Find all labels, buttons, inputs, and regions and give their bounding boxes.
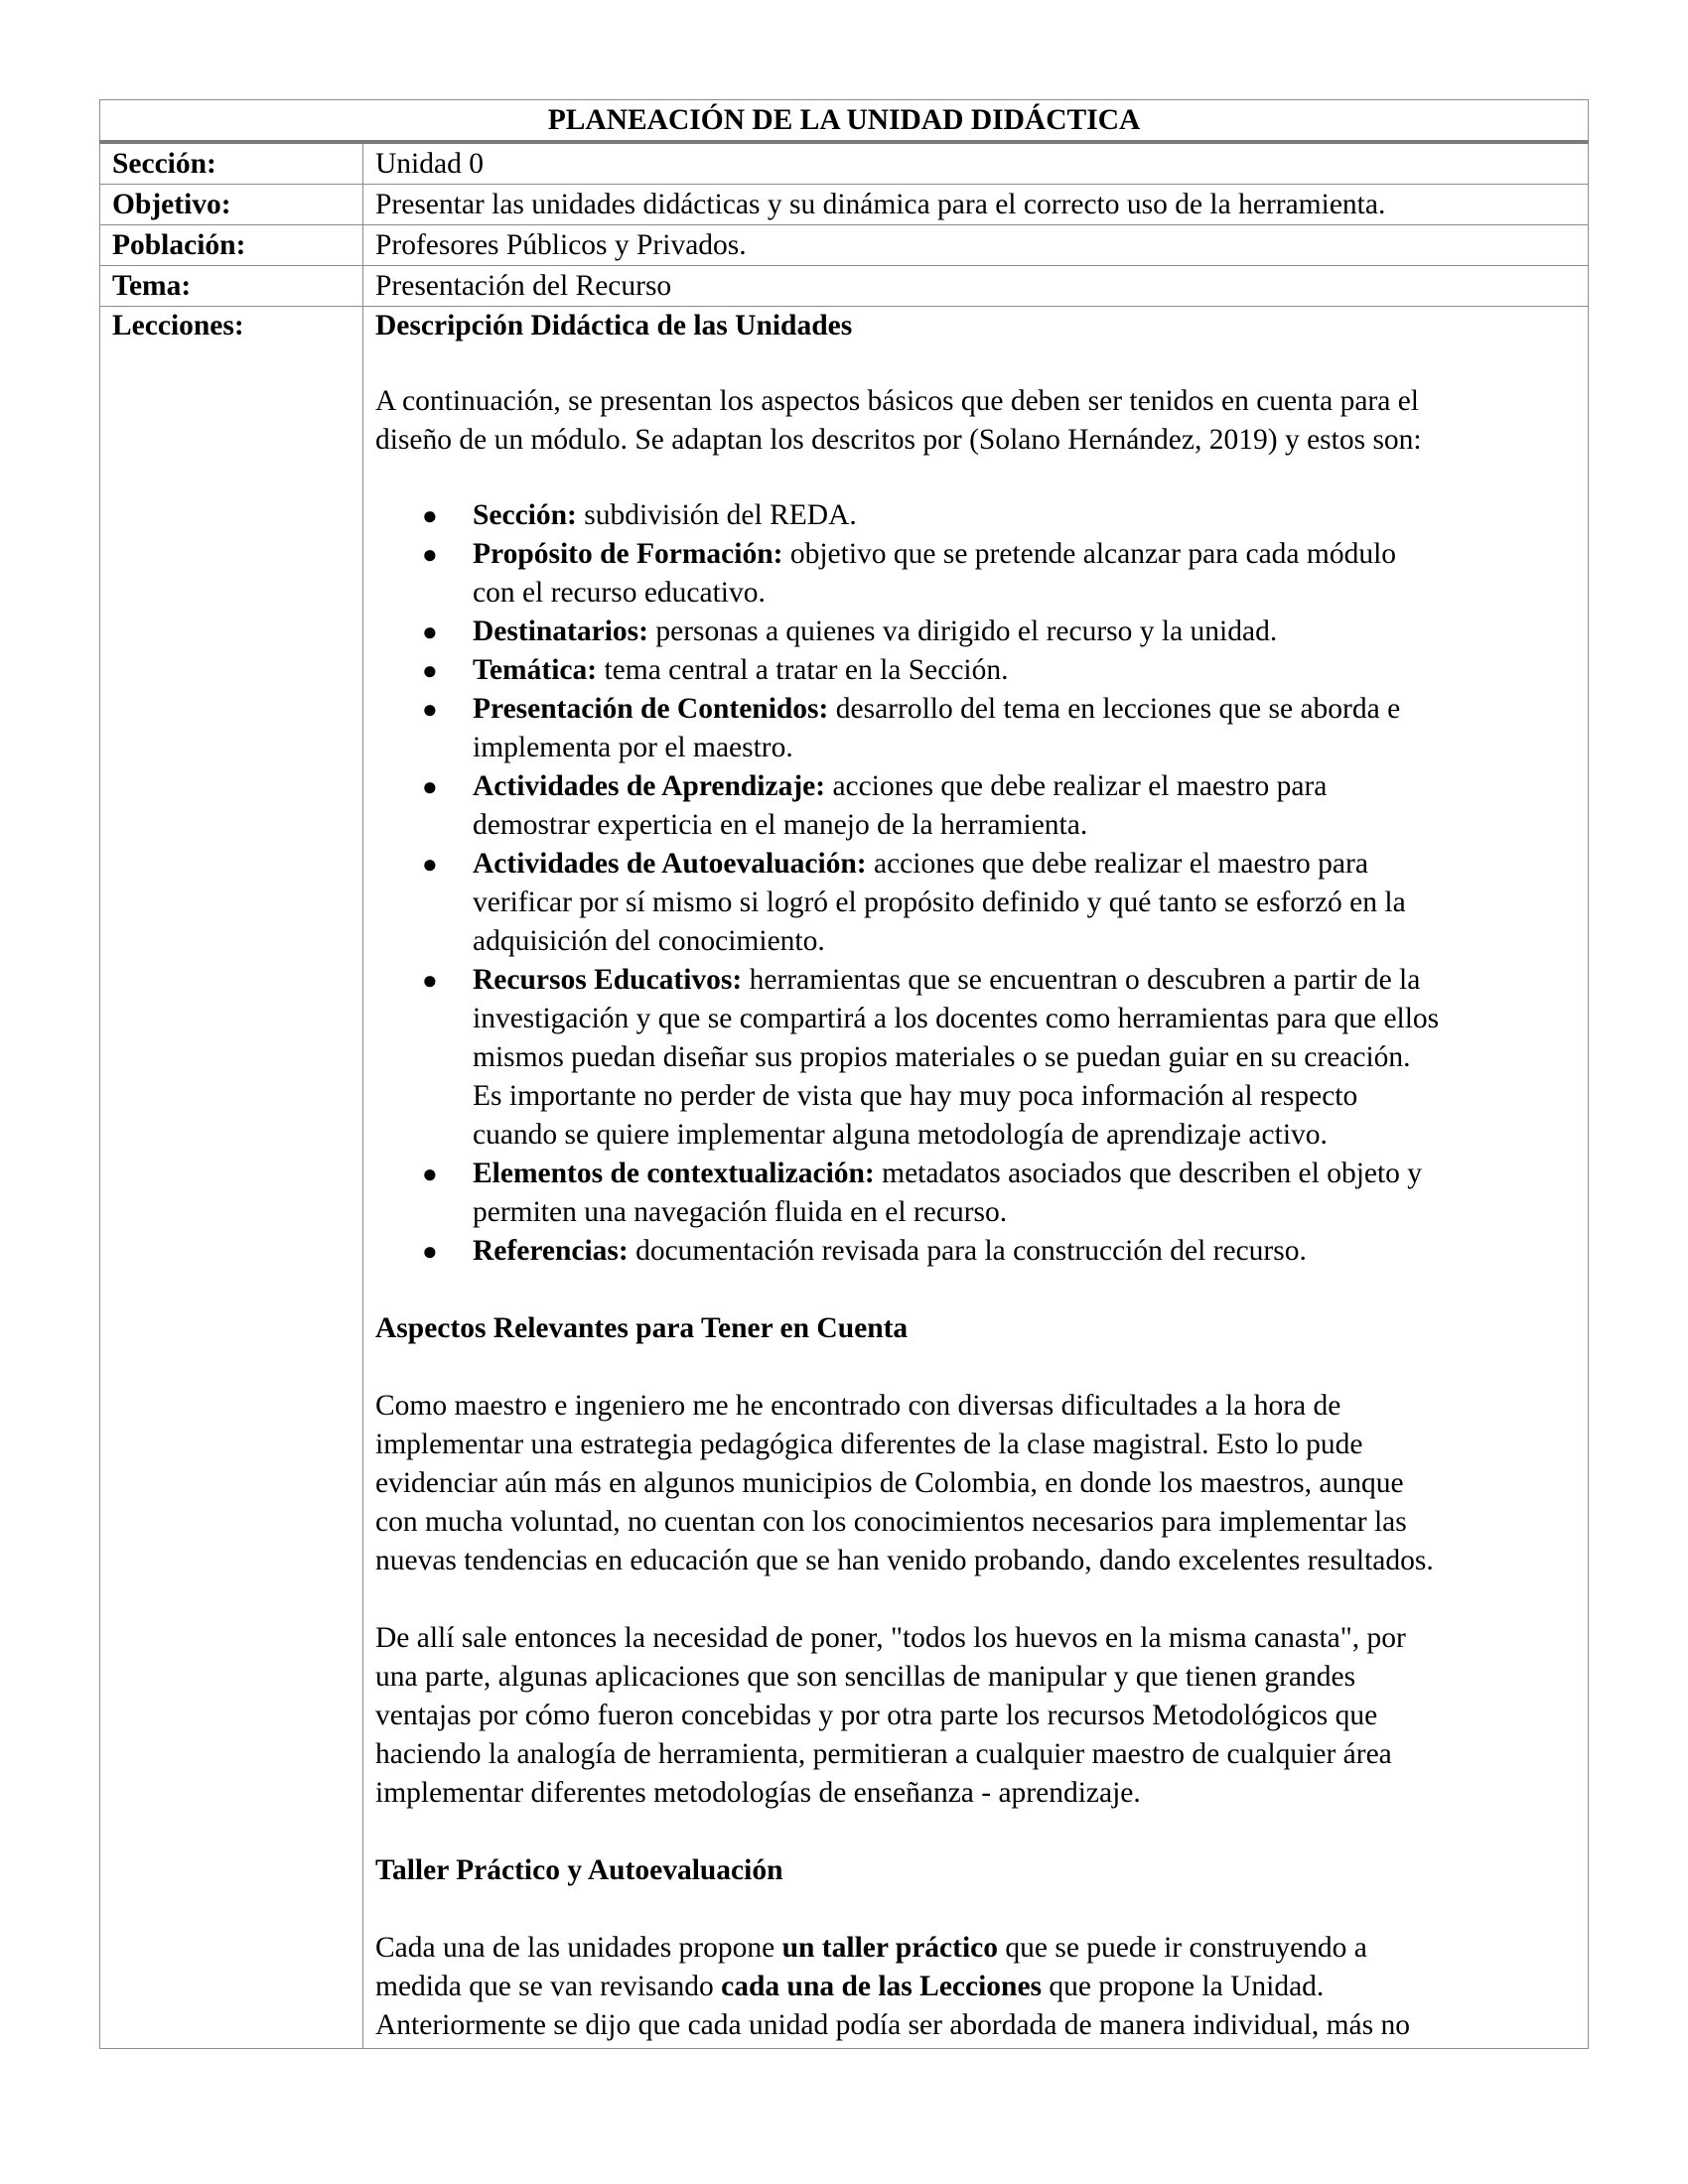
bullet-text: verificar por sí mismo si logró el propósito definido y qué tanto se esforzó en la [473,887,1406,918]
lecciones-label: Lecciones: [100,307,363,2049]
bullet-label: Elementos de contextualización: [473,1158,875,1189]
bullet-text: acciones que debe realizar el maestro para [825,770,1328,802]
list-item [422,651,1576,690]
lecciones-content [363,307,1589,2049]
bullet-label: Presentación de Contenidos: [473,693,829,725]
bullet-icon: ● [422,1237,438,1266]
heading-aspectos: Aspectos Relevantes para Tener en Cuenta [375,1312,909,1344]
intro-paragraph: A continuación, se presentan los aspectos básicos que deben ser tenidos en cuenta para el diseño de un módulo. Se adaptan los descritos por (Solano Hernández, 2019) y estos son: [375,385,1422,456]
bullet-icon: ● [422,617,438,646]
bullet-text: permiten una navegación fluida en el recurso. [473,1196,1008,1228]
bullet-text: subdivisión del REDA. [576,499,857,531]
paragraph-line: una parte, algunas aplicaciones que son sencillas de manipular y que tienen grandes [375,1661,1356,1693]
heading-descripcion: Descripción Didáctica de las Unidades [375,310,853,341]
paragraph-line: implementar una estrategia pedagógica diferentes de la clase magistral. Esto lo pude [375,1429,1363,1460]
seccion-value: Unidad 0 [363,142,1589,185]
aspects-list [375,496,1576,1271]
bullet-label: Actividades de Aprendizaje: [473,770,826,802]
paragraph-line: con mucha voluntad, no cuentan con los conocimientos necesarios para implementar las [375,1506,1407,1538]
bullet-text: metadatos asociados que describen el objeto y [874,1158,1423,1189]
paragraph-line: implementar diferentes metodologías de enseñanza - aprendizaje. [375,1777,1141,1809]
poblacion-label: Población: [100,225,363,266]
bullet-text: implementa por el maestro. [473,732,793,763]
paragraph-line: ventajas por cómo fueron concebidas y por otra parte los recursos Metodológicos que [375,1700,1378,1731]
bullet-text: objetivo que se pretende alcanzar para cada módulo [782,538,1397,570]
bullet-text: acciones que debe realizar el maestro para [866,848,1368,880]
bullet-text: cuando se quiere implementar alguna metodología de aprendizaje activo. [473,1119,1328,1151]
list-item [422,613,1576,651]
tema-label: Tema: [100,266,363,307]
poblacion-value: Profesores Públicos y Privados. [363,225,1589,266]
bullet-label: Sección: [473,499,577,531]
paragraph-aspectos [375,1387,1576,1580]
paragraph-line: evidenciar aún más en algunos municipios de Colombia, en donde los maestros, aunque [375,1467,1404,1499]
list-item [422,1155,1576,1232]
bullet-label: Recursos Educativos: [473,964,743,996]
bullet-label: Destinatarios: [473,615,648,647]
bullet-icon: ● [422,540,438,569]
table-title: PLANEACIÓN DE LA UNIDAD DIDÁCTICA [100,100,1589,143]
list-item [422,961,1576,1155]
bullet-text: tema central a tratar en la Sección. [597,654,1009,686]
paragraph-line: haciendo la analogía de herramienta, permitieran a cualquier maestro de cualquier área [375,1738,1392,1770]
list-item [422,1232,1576,1271]
bullet-icon: ● [422,850,438,879]
list-item [422,690,1576,767]
paragraph-line: nuevas tendencias en educación que se han venido probando, dando excelentes resultados. [375,1545,1434,1576]
bullet-icon: ● [422,1160,438,1188]
bullet-text: documentación revisada para la construcción del recurso. [628,1235,1307,1267]
tema-value: Presentación del Recurso [363,266,1589,307]
heading-taller: Taller Práctico y Autoevaluación [375,1854,783,1886]
paragraph-taller: Cada una de las unidades propone un taller práctico que se puede ir construyendo a medida que se van revisando cada una de las Lecciones que propone la Unidad. Anteriormente se dijo que cada unidad podía ser abordada de manera individual, más no [375,1932,1410,2041]
bullet-icon: ● [422,772,438,801]
bullet-label: Actividades de Autoevaluación: [473,848,867,880]
bullet-label: Temática: [473,654,598,686]
lesson-plan-table [99,99,1589,2049]
bullet-text: herramientas que se encuentran o descubren a partir de la [742,964,1421,996]
bullet-icon: ● [422,695,438,724]
bullet-label: Propósito de Formación: [473,538,783,570]
paragraph-line: De allí sale entonces la necesidad de poner, "todos los huevos en la misma canasta", por [375,1622,1406,1654]
list-item [422,496,1576,535]
list-item [422,767,1576,845]
bullet-label: Referencias: [473,1235,629,1267]
bullet-text: mismos puedan diseñar sus propios materiales o se puedan guiar en su creación. [473,1041,1411,1073]
bullet-text: investigación y que se compartirá a los docentes como herramientas para que ellos [473,1003,1440,1034]
seccion-label: Sección: [100,142,363,185]
bullet-text: adquisición del conocimiento. [473,925,825,957]
paragraph-necesidad [375,1619,1576,1813]
bullet-text: personas a quienes va dirigido el recurso y la unidad. [647,615,1278,647]
bullet-text: con el recurso educativo. [473,577,766,609]
list-item [422,845,1576,961]
bullet-icon: ● [422,656,438,685]
bullet-text: demostrar experticia en el manejo de la herramienta. [473,809,1088,841]
paragraph-line: Como maestro e ingeniero me he encontrado con diversas dificultades a la hora de [375,1390,1341,1422]
bullet-icon: ● [422,966,438,995]
objetivo-value: Presentar las unidades didácticas y su dinámica para el correcto uso de la herramienta. [363,185,1589,225]
objetivo-label: Objetivo: [100,185,363,225]
bullet-text: desarrollo del tema en lecciones que se aborda e [828,693,1401,725]
list-item [422,535,1576,613]
bullet-icon: ● [422,501,438,530]
bullet-text: Es importante no perder de vista que hay muy poca información al respecto [473,1080,1358,1112]
